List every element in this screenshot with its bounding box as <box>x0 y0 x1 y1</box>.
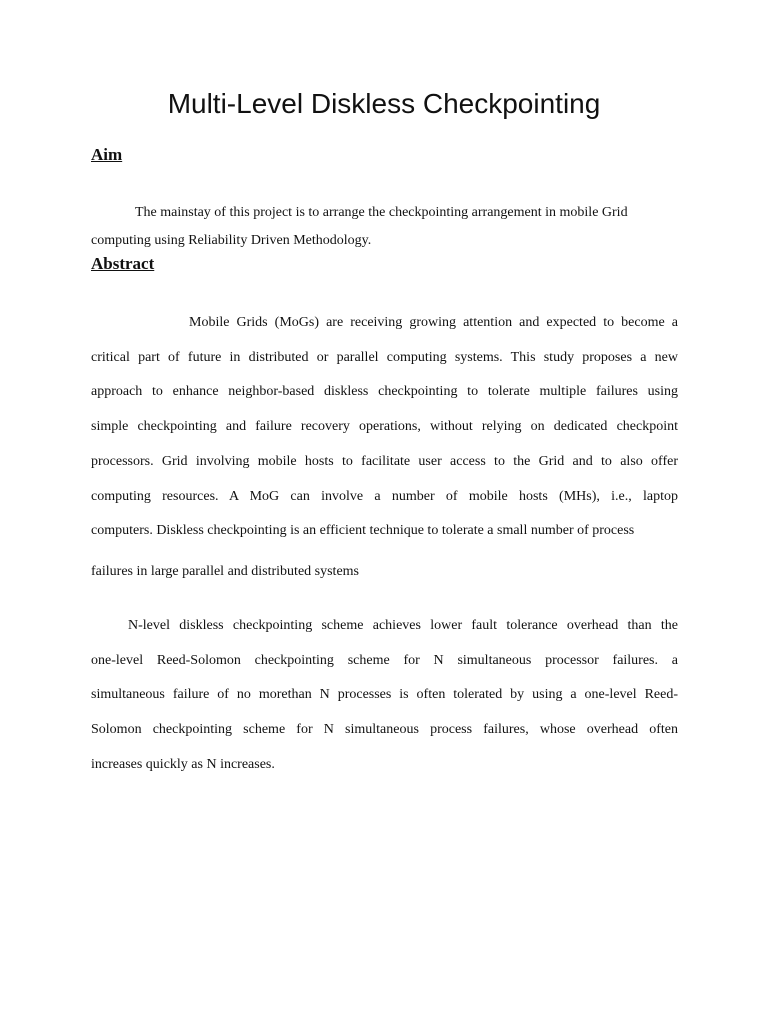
aim-heading: Aim <box>91 145 123 164</box>
aim-line-1: The mainstay of this project is to arrange the checkpointing arrangement in mobile Grid <box>135 205 628 220</box>
abstract-p1-line-1: Mobile Grids (MoGs) are receiving growing attention and expected to become a <box>189 315 678 330</box>
abstract-p1-line-5: processors. Grid involving mobile hosts to facilitate user access to the Grid and to also offer <box>91 453 678 469</box>
abstract-p2-line-2: one-level Reed-Solomon checkpointing scheme for N simultaneous processor failures. a <box>91 652 678 668</box>
abstract-p1-line-2: critical part of future in distributed or parallel computing systems. This study proposes a new <box>91 349 678 365</box>
aim-line-2: computing using Reliability Driven Methodology. <box>91 232 372 248</box>
aim-paragraph <box>91 199 678 254</box>
abstract-paragraph-1-tail <box>91 562 678 582</box>
abstract-paragraph-2 <box>91 609 678 783</box>
abstract-p1-line-7: computers. Diskless checkpointing is an efficient technique to tolerate a small number of process <box>91 523 635 539</box>
page-title: Multi-Level Diskless Checkpointing <box>167 88 601 119</box>
abstract-p2-line-5: increases quickly as N increases. <box>91 756 275 772</box>
abstract-p1-line-4: simple checkpointing and failure recovery operations, without relying on dedicated checkpoint <box>91 419 678 435</box>
abstract-paragraph-1 <box>91 306 678 549</box>
abstract-p2-line-4: Solomon checkpointing scheme for N simultaneous process failures, whose overhead often <box>91 722 678 738</box>
abstract-p2-line-1: N-level diskless checkpointing scheme achieves lower fault tolerance overhead than the <box>128 618 678 633</box>
abstract-p1-line-6: computing resources. A MoG can involve a number of mobile hosts (MHs), i.e., laptop <box>91 488 678 504</box>
abstract-p1-line-3: approach to enhance neighbor-based diskless checkpointing to tolerate multiple failures using <box>91 384 678 400</box>
abstract-p1-tail-line: failures in large parallel and distributed systems <box>91 564 360 579</box>
abstract-p2-line-3: simultaneous failure of no morethan N processes is often tolerated by using a one-level Reed- <box>91 687 678 703</box>
abstract-heading: Abstract <box>91 254 155 273</box>
